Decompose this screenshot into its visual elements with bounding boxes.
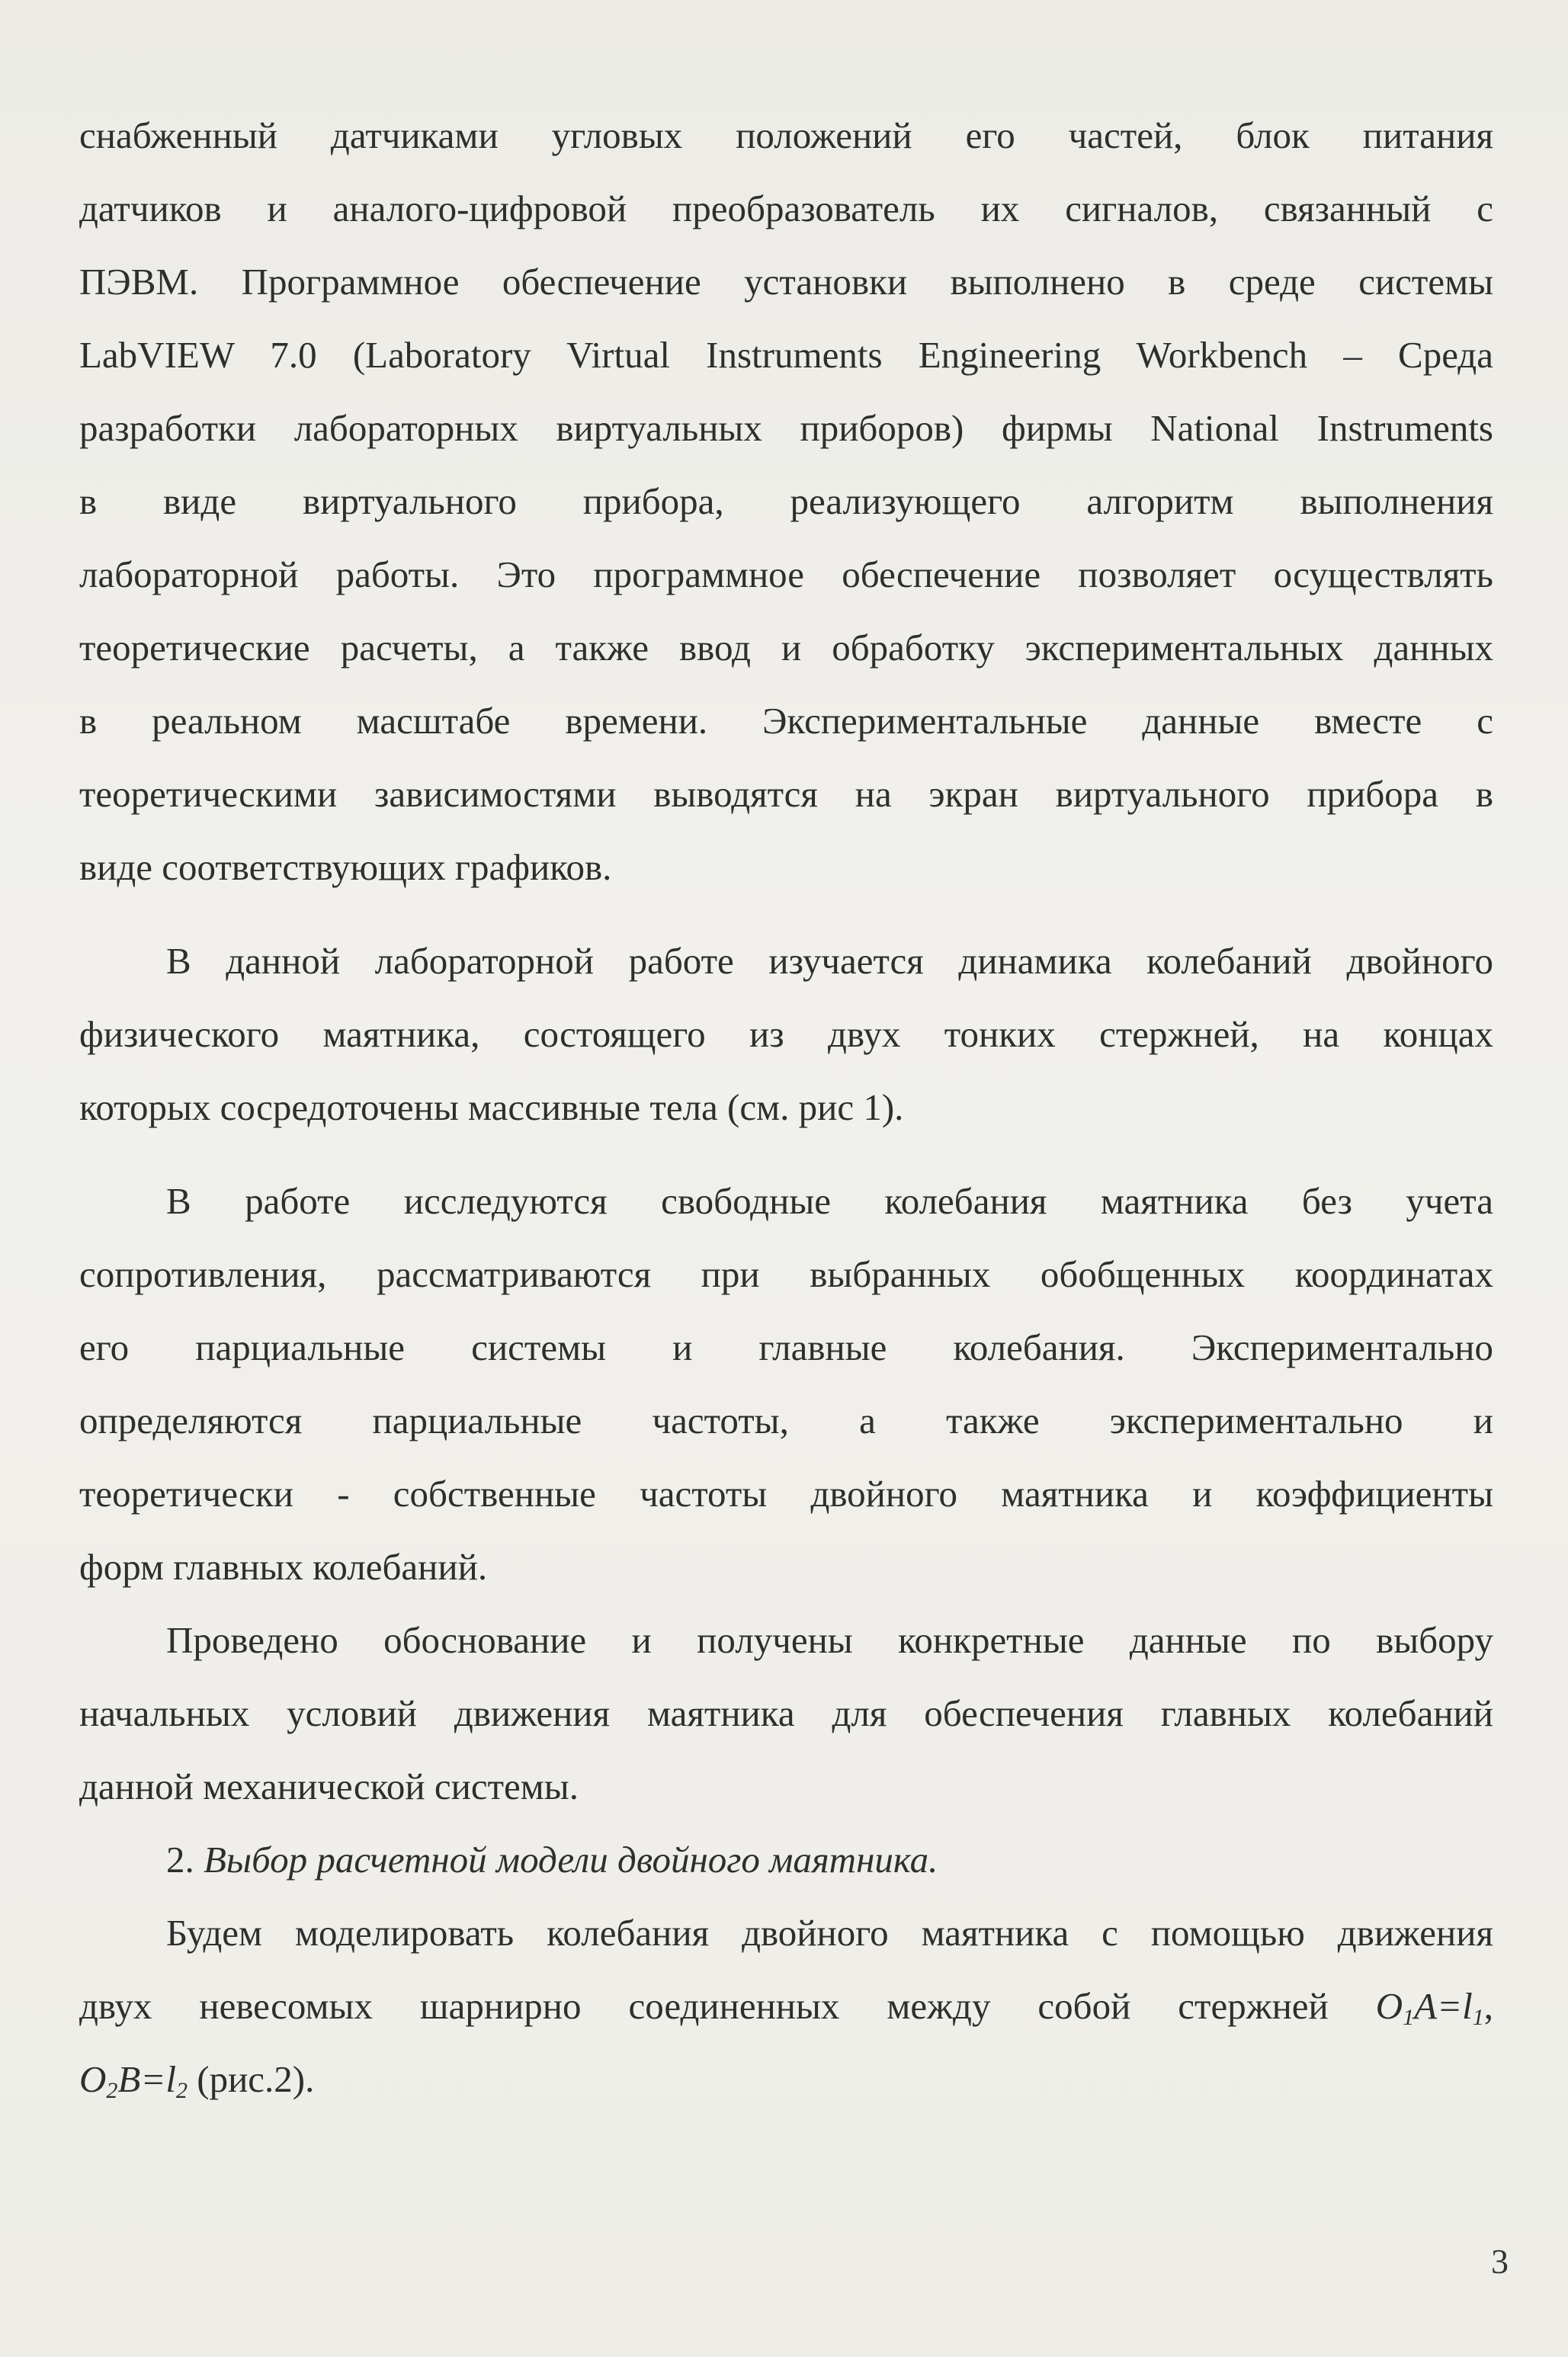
formula-symbol: A=l [1414,1985,1473,2027]
body-text [79,99,1493,2116]
text-line: Будем моделировать колебания двойного маятника с помощью движения [166,1912,1493,1954]
section-title: Выбор расчетной модели двойного маятника. [204,1839,938,1881]
formula-subscript: 2 [176,2078,188,2103]
text-segment: (рис.2). [188,2058,315,2100]
page-number: 3 [1491,2242,1509,2281]
text-line: В работе исследуются свободные колебания маятника без учета [166,1180,1493,1222]
text-line-with-formula [79,1970,1493,2043]
text-line: теоретическими зависимостями выводятся на экран виртуального прибора в [79,773,1493,815]
text-line: форм главных колебаний. [79,1546,488,1588]
paragraph-4 [79,1604,1493,1823]
text-line: Проведено обоснование и получены конкретные данные по выбору [166,1619,1493,1661]
section-number: 2. [166,1839,194,1881]
text-line: ПЭВМ. Программное обеспечение установки выполнено в среде системы [79,261,1493,303]
section-heading [79,1823,1493,1897]
text-line: физического маятника, состоящего из двух тонких стержней, на концах [79,1013,1493,1055]
formula-symbol: B=l [117,2058,177,2100]
formula-o1a [1375,1985,1484,2030]
text-segment: , [1483,1985,1493,2027]
text-line: сопротивления, рассматриваются при выбранных обобщенных координатах [79,1253,1493,1295]
formula-symbol: O [1375,1985,1403,2027]
text-line: виде соответствующих графиков. [79,846,612,888]
text-line: LabVIEW 7.0 (Laboratory Virtual Instruments Engineering Workbench – Среда [79,334,1493,376]
text-line: снабженный датчиками угловых положений его частей, блок питания [79,114,1493,156]
text-line: в реальном масштабе времени. Экспериментальные данные вместе с [79,700,1493,742]
text-line: в виде виртуального прибора, реализующего алгоритм выполнения [79,480,1493,522]
text-line: его парциальные системы и главные колебания. Экспериментально [79,1326,1493,1368]
text-line: лабораторной работы. Это программное обеспечение позволяет осуществлять [79,553,1493,595]
text-line: В данной лабораторной работе изучается динамика колебаний двойного [166,940,1493,982]
text-line: теоретические расчеты, а также ввод и обработку экспериментальных данных [79,627,1493,669]
formula-subscript: 1 [1403,2005,1415,2030]
text-line: данной механической системы. [79,1765,579,1807]
formula-o2b [79,2058,188,2103]
text-line: датчиков и аналого-цифровой преобразователь их сигналов, связанный с [79,188,1493,229]
text-line: начальных условий движения маятника для обеспечения главных колебаний [79,1692,1493,1734]
paragraph-2 [79,925,1493,1144]
text-line: которых сосредоточены массивные тела (см. рис 1). [79,1086,904,1128]
formula-subscript: 1 [1472,2005,1484,2030]
text-line: теоретически - собственные частоты двойного маятника и коэффициенты [79,1473,1493,1515]
paragraph-1 [79,99,1493,904]
text-segment: двух невесомых шарнирно соединенных между собой стержней [79,1985,1376,2027]
text-line: разработки лабораторных виртуальных приборов) фирмы National Instruments [79,407,1493,449]
paragraph-3 [79,1165,1493,1604]
text-line: определяются парциальные частоты, а также экспериментально и [79,1400,1493,1441]
paragraph-5 [79,1897,1493,2116]
text-line-with-formula [79,2043,1493,2116]
formula-subscript: 2 [106,2078,118,2103]
formula-symbol: O [79,2058,107,2100]
